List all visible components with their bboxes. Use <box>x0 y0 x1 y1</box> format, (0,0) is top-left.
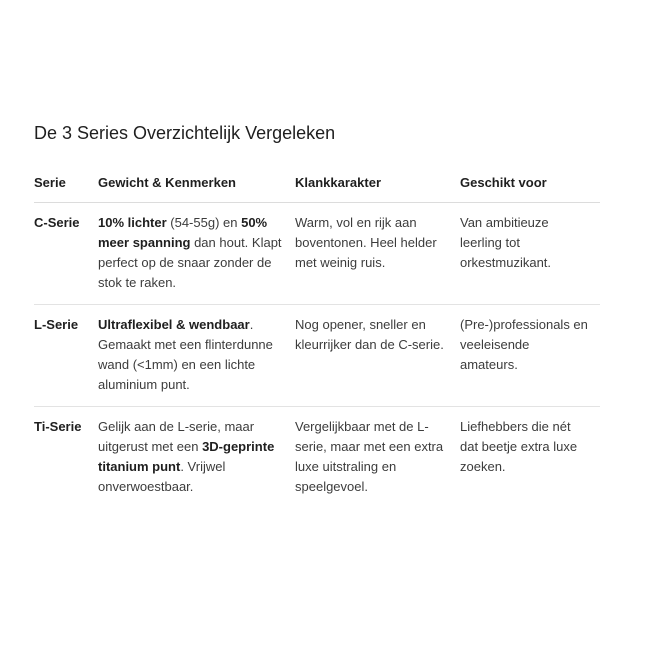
geschikt-cell: Liefhebbers die nét dat beetje extra luxe zoeken. <box>460 419 578 474</box>
header-serie: Serie <box>34 174 98 203</box>
geschikt-cell: (Pre-)professionals en veeleisende amateurs. <box>460 305 600 407</box>
geschikt-cell: Van ambitieuze leerling tot orkestmuzikant. <box>460 203 600 305</box>
header-gewicht-kenmerken: Gewicht & Kenmerken <box>98 174 295 203</box>
header-row <box>34 174 600 203</box>
header-klankkarakter: Klankkarakter <box>295 174 460 203</box>
header-geschikt-voor: Geschikt voor <box>460 174 600 203</box>
gewicht-cell <box>98 305 295 407</box>
gewicht-cell <box>98 407 295 509</box>
serie-cell: L-Serie <box>34 305 98 407</box>
serie-cell: C-Serie <box>34 203 98 305</box>
text: dan hout. Klapt perfect op de snaar zonder de stok te raken. <box>98 235 282 290</box>
table-row <box>34 407 600 509</box>
gewicht-cell <box>98 203 295 305</box>
klank-cell: Warm, vol en rijk aan boventonen. Heel helder met weinig ruis. <box>295 203 460 305</box>
series-comparison-table <box>34 174 600 508</box>
bold-text: 50% meer spanning <box>98 215 268 250</box>
table-row <box>34 305 600 407</box>
bold-text: Ultraflexibel & wendbaar <box>98 317 250 332</box>
table-row <box>34 203 600 305</box>
klank-cell: Vergelijkbaar met de L-serie, maar met een extra luxe uitstraling en speelgevoel. <box>295 419 444 494</box>
table-header <box>34 174 600 203</box>
text: . Gemaakt met een flinterdunne wand (<1mm) en een lichte aluminium punt. <box>98 317 273 392</box>
serie-cell: Ti-Serie <box>34 419 82 434</box>
klank-cell: Nog opener, sneller en kleurrijker dan de C-serie. <box>295 305 460 407</box>
comparison-section <box>34 120 600 508</box>
text: (54-55g) en <box>166 215 242 230</box>
bold-text: 10% lichter <box>98 215 167 230</box>
text: . Vrijwel onverwoestbaar. <box>98 459 226 494</box>
section-title: De 3 Series Overzichtelijk Vergeleken <box>34 123 336 143</box>
text: Gelijk aan de L-serie, maar uitgerust met een <box>98 419 255 454</box>
bold-text: 3D-geprinte titanium punt <box>98 439 275 474</box>
